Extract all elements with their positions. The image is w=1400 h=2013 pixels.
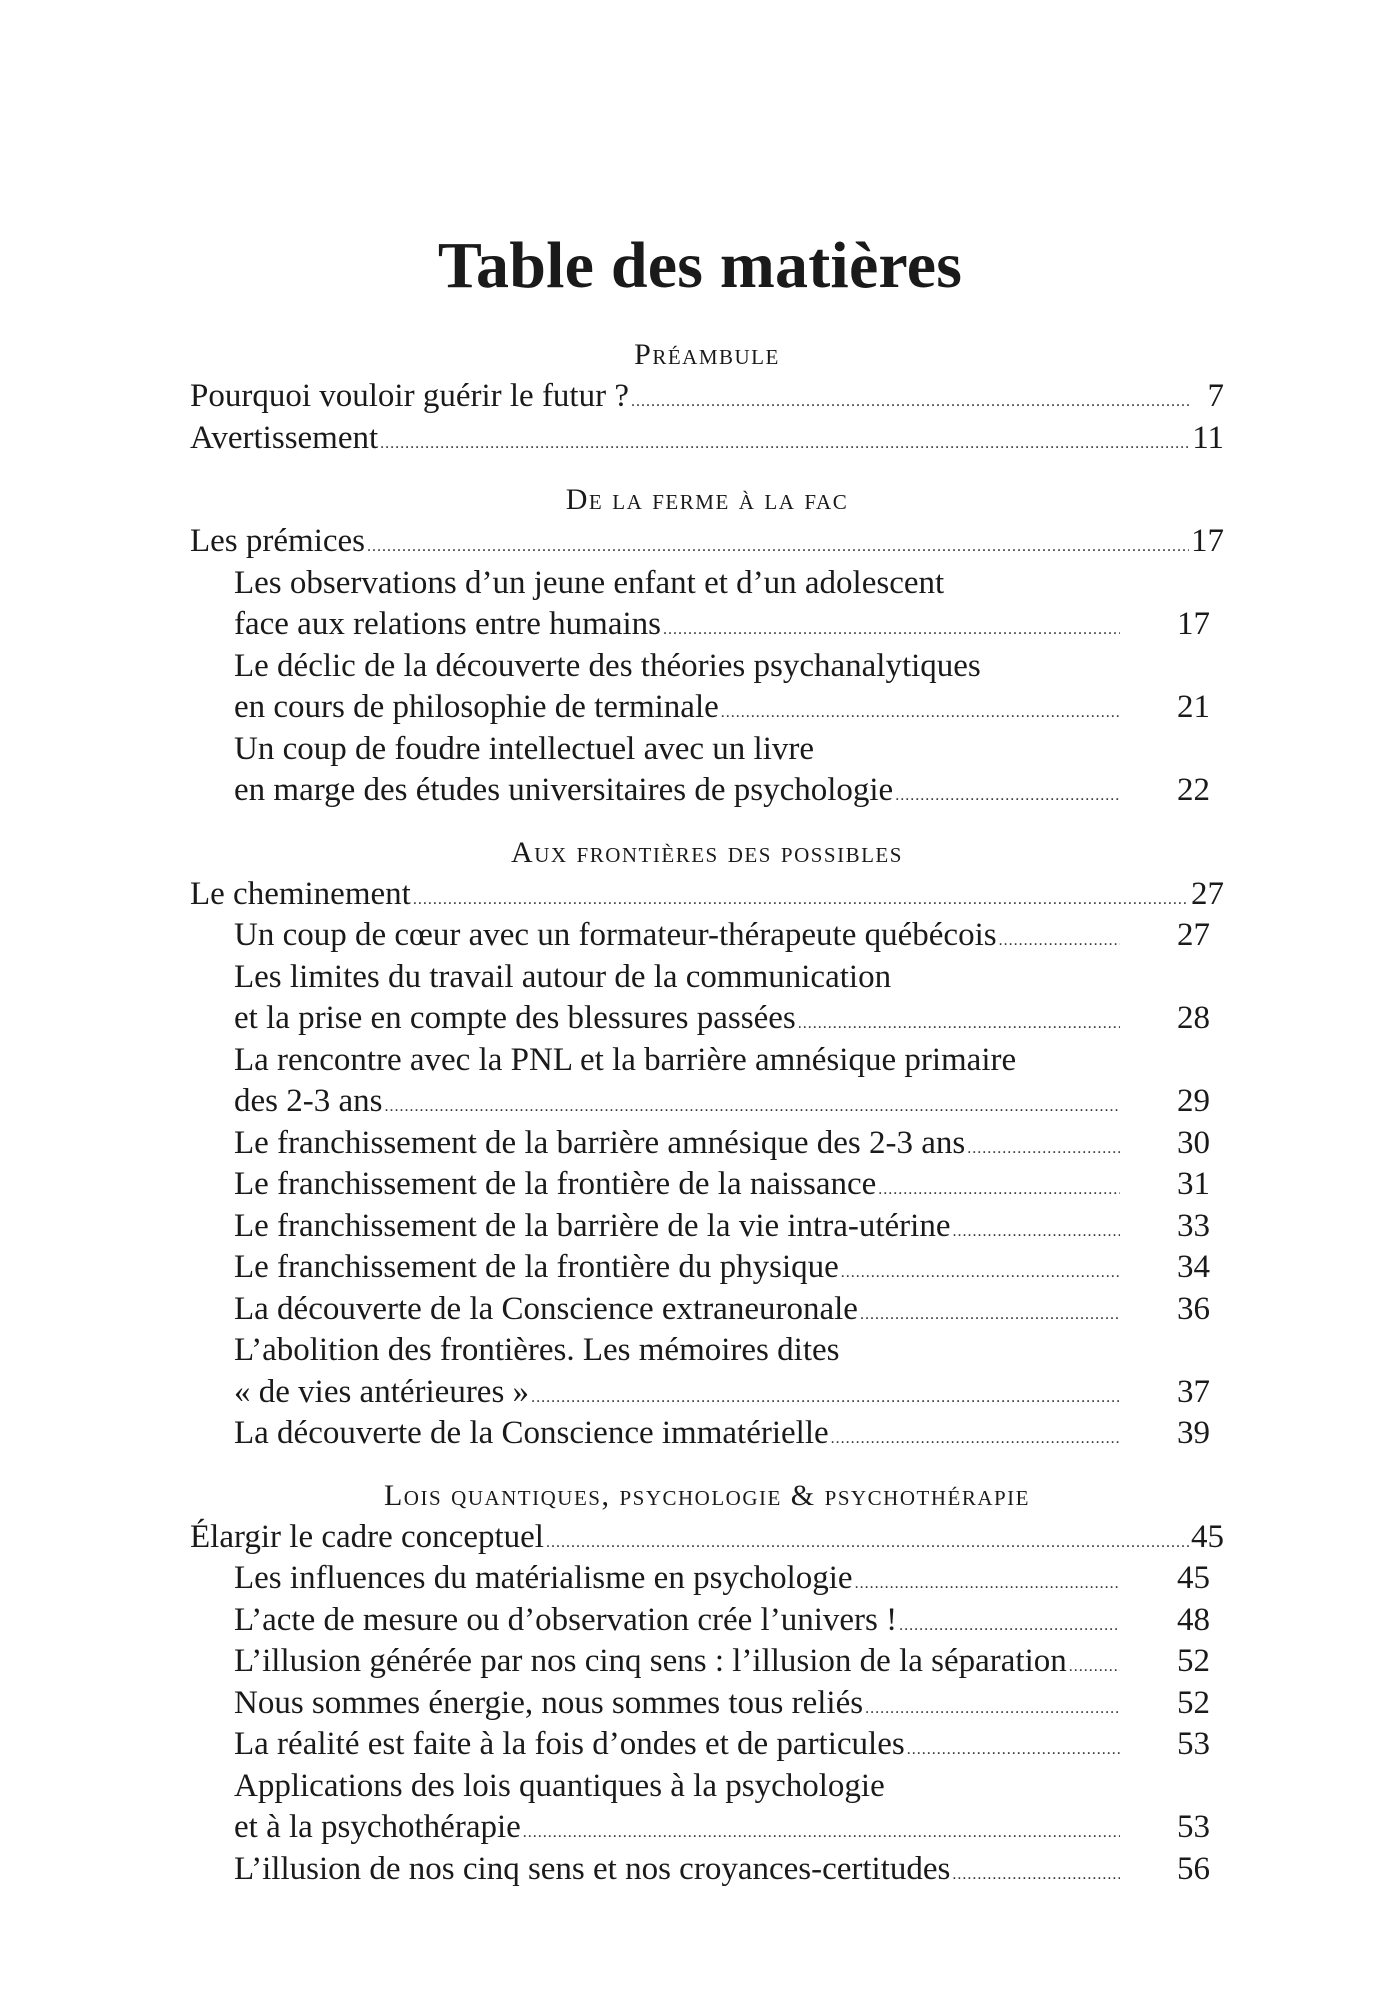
dot-leader bbox=[895, 775, 1120, 817]
dot-leader bbox=[907, 1729, 1120, 1771]
toc-entry-title: Le franchissement de la frontière de la naissance bbox=[234, 1166, 877, 1202]
toc-entry-title: en cours de philosophie de terminale bbox=[234, 689, 719, 725]
toc-subentry bbox=[190, 1289, 1224, 1331]
toc-page-number: 52 bbox=[1177, 1643, 1210, 1679]
toc-entry-title: Les influences du matérialisme en psychologie bbox=[234, 1560, 853, 1596]
toc-entry-title: « de vies antérieures » bbox=[234, 1373, 530, 1410]
toc-page-number: 37 bbox=[1177, 1373, 1210, 1410]
toc-subentry bbox=[190, 1413, 1224, 1455]
toc-page-number: 27 bbox=[1177, 917, 1210, 953]
toc-page-number: 28 bbox=[1177, 1000, 1210, 1036]
toc-chapter-entry bbox=[190, 1517, 1224, 1559]
toc-entry-line bbox=[234, 1413, 1122, 1460]
toc-chapter-entry bbox=[190, 521, 1224, 563]
dot-leader bbox=[831, 1418, 1120, 1460]
dot-leader bbox=[999, 920, 1120, 962]
toc-entry-title: Avertissement bbox=[190, 419, 379, 456]
dot-leader bbox=[798, 1003, 1120, 1045]
dot-leader bbox=[865, 1688, 1120, 1730]
toc-entry-line bbox=[234, 604, 1122, 651]
toc-page-number: 34 bbox=[1177, 1249, 1210, 1285]
toc-entry-line bbox=[234, 770, 1122, 817]
toc-subentry bbox=[190, 1641, 1224, 1683]
toc-entry-title: des 2-3 ans bbox=[234, 1083, 383, 1119]
toc-entry-title: Le franchissement de la barrière amnésique des 2-3 ans bbox=[234, 1124, 966, 1161]
toc-entry-title: La découverte de la Conscience extraneuronale bbox=[234, 1290, 858, 1327]
section-heading: De la ferme à la fac bbox=[565, 483, 849, 516]
toc-subentry bbox=[190, 1724, 1224, 1766]
toc-entry-title: Le franchissement de la barrière de la vie intra-utérine bbox=[234, 1207, 951, 1244]
dot-leader bbox=[663, 609, 1120, 651]
toc-page-number: 45 bbox=[1177, 1560, 1210, 1596]
toc-subentry bbox=[190, 1081, 1224, 1123]
toc-chapter-entry bbox=[190, 874, 1224, 916]
toc-page-number: 17 bbox=[1191, 523, 1224, 559]
toc-page-number: 36 bbox=[1177, 1290, 1210, 1327]
toc-entry-title: La découverte de la Conscience immatérielle bbox=[234, 1415, 829, 1451]
dot-leader bbox=[384, 1086, 1120, 1128]
table-of-contents bbox=[190, 334, 1224, 1890]
toc-subentry bbox=[190, 1164, 1224, 1206]
toc-entry-line bbox=[234, 998, 1122, 1045]
toc-entry-title: Nous sommes énergie, nous sommes tous reliés bbox=[234, 1684, 864, 1721]
toc-entry-first-line: Les limites du travail autour de la communication bbox=[234, 958, 892, 995]
toc-subentry bbox=[190, 1849, 1224, 1891]
toc-page-number: 7 bbox=[1207, 378, 1224, 414]
toc-entry-title: et à la psychothérapie bbox=[234, 1809, 521, 1845]
toc-page-number: 52 bbox=[1177, 1684, 1210, 1721]
toc-subentry bbox=[190, 1558, 1224, 1600]
toc-entry-first-line: Le déclic de la découverte des théories psychanalytiques bbox=[234, 647, 981, 684]
page-title: Table des matières bbox=[437, 229, 963, 302]
toc-page-number: 30 bbox=[1177, 1124, 1210, 1161]
toc-subentry bbox=[190, 998, 1224, 1040]
toc-entry-line bbox=[234, 1247, 1122, 1294]
toc-entry-line bbox=[234, 1558, 1122, 1605]
toc-subentry bbox=[190, 1683, 1224, 1725]
toc-entry-title: L’acte de mesure ou d’observation crée l’univers ! bbox=[234, 1601, 898, 1638]
toc-subentry bbox=[190, 1600, 1224, 1642]
toc-entry-line bbox=[234, 1600, 1122, 1647]
toc-entry-first-line: Les observations d’un jeune enfant et d’un adolescent bbox=[234, 564, 945, 601]
toc-entry-title: Les prémices bbox=[190, 523, 366, 559]
toc-entry-title: Le franchissement de la frontière du physique bbox=[234, 1249, 839, 1285]
dot-leader bbox=[967, 1128, 1120, 1170]
dot-leader bbox=[531, 1377, 1120, 1419]
toc-page-number: 11 bbox=[1192, 419, 1224, 456]
dot-leader bbox=[1069, 1646, 1120, 1688]
toc-subentry bbox=[190, 1206, 1224, 1248]
toc-subentry bbox=[190, 687, 1224, 729]
toc-entry-first-line: La rencontre avec la PNL et la barrière amnésique primaire bbox=[234, 1041, 1017, 1078]
dot-leader bbox=[841, 1252, 1120, 1294]
toc-subentry bbox=[190, 1807, 1224, 1849]
toc-entry-line bbox=[234, 1724, 1122, 1771]
section-heading: Préambule bbox=[634, 338, 780, 371]
dot-leader bbox=[380, 423, 1190, 465]
toc-entry-first-line: L’abolition des frontières. Les mémoires dites bbox=[234, 1332, 840, 1368]
toc-chapter-entry bbox=[190, 376, 1224, 418]
toc-entry-first-line: Un coup de foudre intellectuel avec un livre bbox=[234, 730, 815, 767]
toc-page-number: 17 bbox=[1177, 606, 1210, 642]
dot-leader bbox=[952, 1211, 1120, 1253]
toc-page-number: 33 bbox=[1177, 1207, 1210, 1244]
toc-entry-line bbox=[234, 1206, 1122, 1253]
toc-subentry bbox=[190, 1247, 1224, 1289]
dot-leader bbox=[952, 1854, 1120, 1896]
toc-entry-title: Élargir le cadre conceptuel bbox=[190, 1518, 544, 1555]
dot-leader bbox=[367, 526, 1189, 568]
toc-page-number: 56 bbox=[1177, 1850, 1210, 1887]
toc-entry-title: L’illusion générée par nos cinq sens : l’illusion de la séparation bbox=[234, 1643, 1067, 1679]
toc-page-number: 21 bbox=[1177, 689, 1210, 725]
toc-subentry bbox=[190, 915, 1224, 957]
toc-entry-line bbox=[234, 1641, 1122, 1688]
toc-subentry bbox=[190, 604, 1224, 646]
toc-page-number: 48 bbox=[1177, 1601, 1210, 1638]
toc-entry-title: Pourquoi vouloir guérir le futur ? bbox=[190, 378, 629, 414]
toc-entry-title: Le cheminement bbox=[190, 875, 411, 912]
toc-entry-line bbox=[234, 915, 1122, 962]
dot-leader bbox=[413, 879, 1189, 921]
toc-page-number: 53 bbox=[1177, 1726, 1210, 1762]
dot-leader bbox=[721, 692, 1120, 734]
section-heading: Lois quantiques, psychologie & psychothérapie bbox=[383, 1478, 1030, 1512]
toc-subentry bbox=[190, 1123, 1224, 1165]
dot-leader bbox=[855, 1563, 1120, 1605]
toc-subentry bbox=[190, 1372, 1224, 1414]
toc-entry-title: en marge des études universitaires de psychologie bbox=[234, 772, 894, 808]
toc-entry-line bbox=[234, 1807, 1122, 1854]
toc-page-number: 53 bbox=[1177, 1809, 1210, 1845]
toc-chapter-entry bbox=[190, 418, 1224, 460]
dot-leader bbox=[523, 1812, 1120, 1854]
dot-leader bbox=[631, 381, 1192, 423]
toc-entry-title: L’illusion de nos cinq sens et nos croyances-certitudes bbox=[234, 1850, 951, 1887]
toc-subentry bbox=[190, 770, 1224, 812]
dot-leader bbox=[860, 1294, 1120, 1336]
toc-entry-line bbox=[234, 1372, 1122, 1419]
toc-entry-title: La réalité est faite à la fois d’ondes et de particules bbox=[234, 1726, 905, 1762]
toc-entry-line bbox=[234, 1081, 1122, 1128]
dot-leader bbox=[546, 1522, 1189, 1564]
toc-page-number: 39 bbox=[1177, 1415, 1210, 1451]
toc-entry-line bbox=[234, 1849, 1122, 1896]
toc-page-number: 27 bbox=[1191, 875, 1224, 912]
toc-page-number: 45 bbox=[1191, 1518, 1224, 1555]
toc-entry-line bbox=[234, 1289, 1122, 1336]
toc-entry-title: et la prise en compte des blessures passées bbox=[234, 1000, 796, 1036]
dot-leader bbox=[878, 1169, 1120, 1211]
toc-page-number: 31 bbox=[1177, 1166, 1210, 1202]
dot-leader bbox=[899, 1605, 1120, 1647]
section-heading: Aux frontières des possibles bbox=[511, 835, 903, 869]
toc-entry-title: Un coup de cœur avec un formateur-thérapeute québécois bbox=[234, 917, 997, 953]
toc-entry-title: face aux relations entre humains bbox=[234, 606, 661, 642]
toc-entry-first-line: Applications des lois quantiques à la psychologie bbox=[234, 1767, 885, 1804]
toc-entry-line bbox=[234, 1164, 1122, 1211]
toc-entry-line bbox=[234, 687, 1122, 734]
toc-page-number: 29 bbox=[1177, 1083, 1210, 1119]
toc-entry-line bbox=[234, 1123, 1122, 1170]
toc-page-number: 22 bbox=[1177, 772, 1210, 808]
toc-entry-line bbox=[234, 1683, 1122, 1730]
